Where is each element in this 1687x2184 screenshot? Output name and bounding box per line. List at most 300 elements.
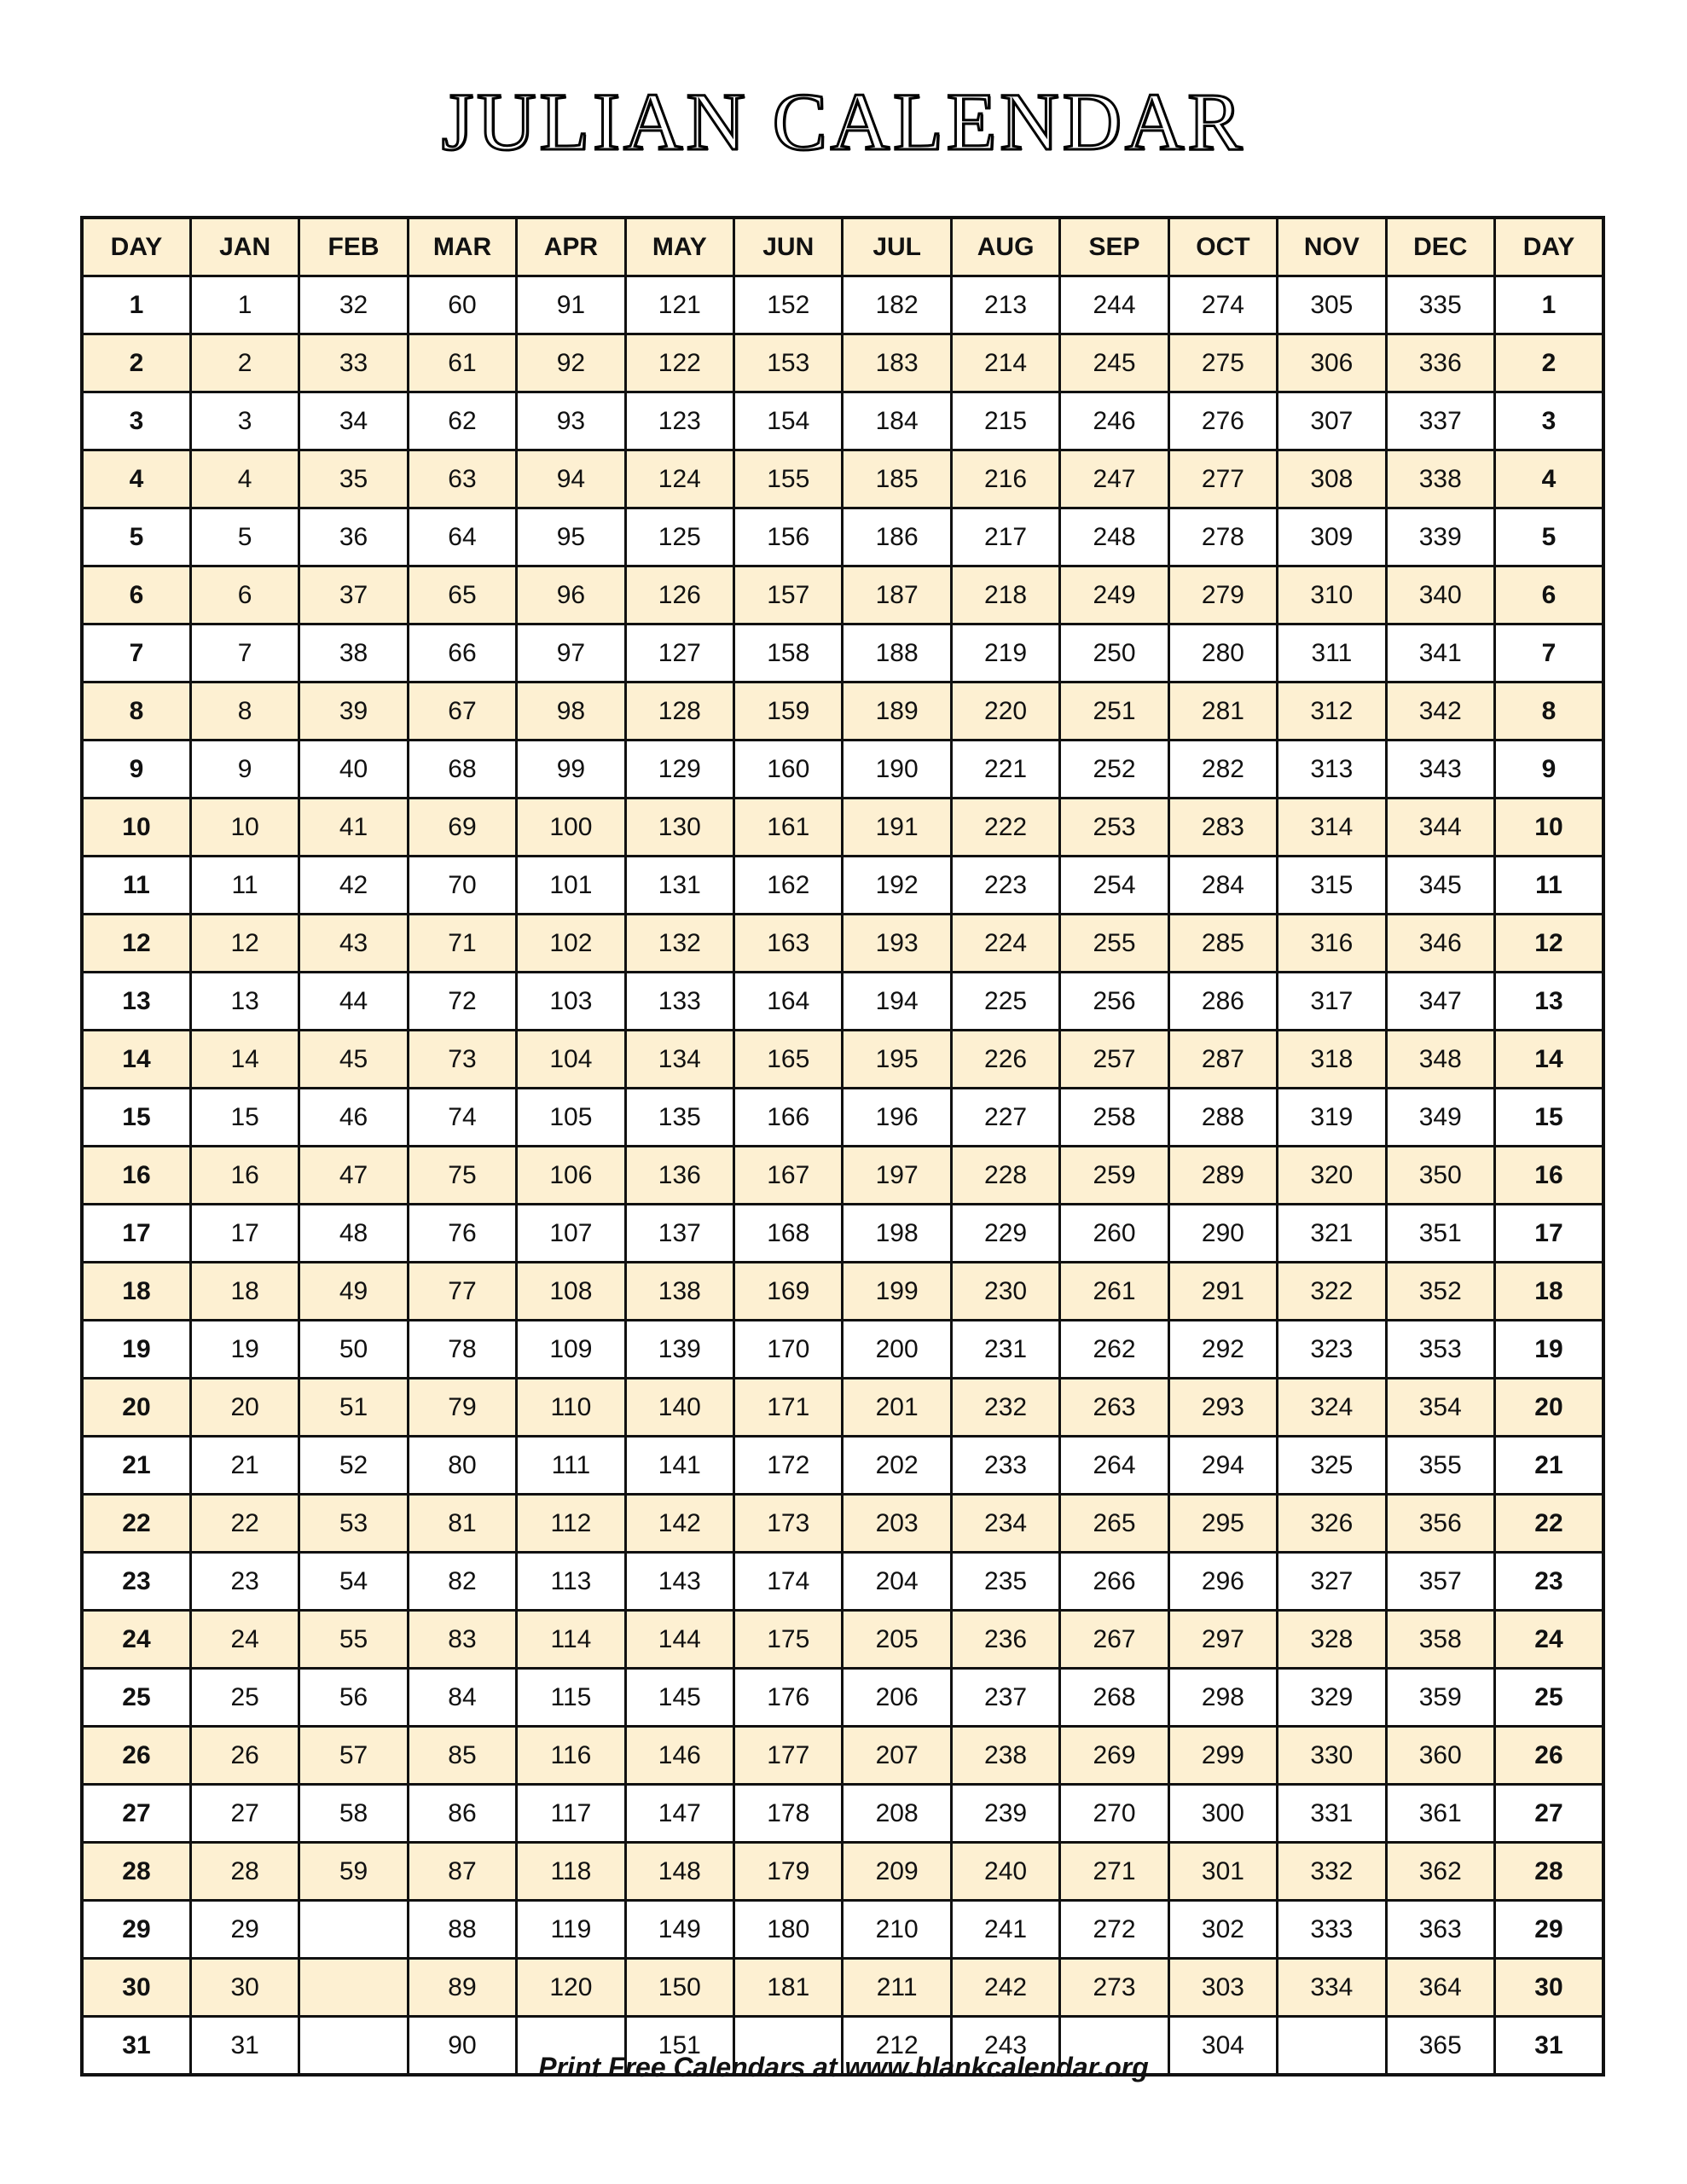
julian-day-cell: 339 — [1386, 508, 1494, 566]
julian-day-cell: 280 — [1168, 624, 1277, 682]
julian-day-cell: 135 — [625, 1089, 733, 1147]
julian-day-cell: 134 — [625, 1031, 733, 1089]
julian-day-cell: 27 — [190, 1785, 299, 1843]
julian-day-cell: 290 — [1168, 1205, 1277, 1263]
julian-day-cell: 305 — [1278, 276, 1386, 334]
julian-day-cell: 286 — [1168, 973, 1277, 1031]
julian-day-cell: 222 — [951, 799, 1059, 857]
day-number-cell: 18 — [1494, 1263, 1603, 1321]
day-number-cell: 30 — [82, 1959, 190, 2017]
julian-day-cell: 172 — [734, 1437, 843, 1495]
julian-day-cell: 210 — [843, 1901, 951, 1959]
julian-day-cell: 211 — [843, 1959, 951, 2017]
julian-day-cell: 187 — [843, 566, 951, 624]
julian-day-cell: 117 — [517, 1785, 625, 1843]
julian-day-cell: 88 — [408, 1901, 516, 1959]
julian-day-cell: 6 — [190, 566, 299, 624]
table-row — [82, 566, 1603, 624]
julian-day-cell: 334 — [1278, 1959, 1386, 2017]
header-month: MAR — [408, 218, 516, 276]
julian-day-cell: 197 — [843, 1147, 951, 1205]
table-row — [82, 1901, 1603, 1959]
julian-day-cell: 24 — [190, 1611, 299, 1669]
julian-day-cell: 321 — [1278, 1205, 1386, 1263]
day-number-cell: 27 — [1494, 1785, 1603, 1843]
julian-day-cell: 265 — [1060, 1495, 1168, 1553]
day-number-cell: 12 — [82, 915, 190, 973]
header-month: FEB — [299, 218, 408, 276]
julian-day-cell: 289 — [1168, 1147, 1277, 1205]
julian-day-cell: 170 — [734, 1321, 843, 1379]
julian-day-cell: 365 — [1386, 2017, 1494, 2076]
julian-day-cell: 38 — [299, 624, 408, 682]
julian-day-cell: 227 — [951, 1089, 1059, 1147]
julian-day-cell: 156 — [734, 508, 843, 566]
julian-day-cell: 231 — [951, 1321, 1059, 1379]
julian-day-cell: 87 — [408, 1843, 516, 1901]
julian-day-cell: 332 — [1278, 1843, 1386, 1901]
julian-day-cell: 66 — [408, 624, 516, 682]
julian-day-cell: 69 — [408, 799, 516, 857]
table-row — [82, 799, 1603, 857]
day-number-cell: 7 — [82, 624, 190, 682]
julian-day-cell: 84 — [408, 1669, 516, 1727]
day-number-cell: 4 — [1494, 450, 1603, 508]
julian-day-cell: 247 — [1060, 450, 1168, 508]
julian-day-cell: 245 — [1060, 334, 1168, 392]
julian-day-cell: 143 — [625, 1553, 733, 1611]
header-month: JUN — [734, 218, 843, 276]
julian-day-cell: 77 — [408, 1263, 516, 1321]
julian-day-cell: 225 — [951, 973, 1059, 1031]
julian-day-cell: 174 — [734, 1553, 843, 1611]
julian-day-cell: 161 — [734, 799, 843, 857]
day-number-cell: 7 — [1494, 624, 1603, 682]
table-row — [82, 276, 1603, 334]
day-number-cell: 2 — [1494, 334, 1603, 392]
julian-day-cell: 266 — [1060, 1553, 1168, 1611]
julian-day-cell: 152 — [734, 276, 843, 334]
header-month: NOV — [1278, 218, 1386, 276]
julian-day-cell: 86 — [408, 1785, 516, 1843]
table-row — [82, 1495, 1603, 1553]
julian-day-cell: 1 — [190, 276, 299, 334]
julian-day-cell: 50 — [299, 1321, 408, 1379]
julian-day-cell: 352 — [1386, 1263, 1494, 1321]
julian-day-cell: 345 — [1386, 857, 1494, 915]
julian-day-cell: 199 — [843, 1263, 951, 1321]
day-number-cell: 15 — [82, 1089, 190, 1147]
day-number-cell: 24 — [1494, 1611, 1603, 1669]
day-number-cell: 13 — [82, 973, 190, 1031]
table-row — [82, 915, 1603, 973]
julian-day-cell: 128 — [625, 682, 733, 741]
julian-day-cell: 163 — [734, 915, 843, 973]
julian-day-cell: 323 — [1278, 1321, 1386, 1379]
julian-day-cell: 104 — [517, 1031, 625, 1089]
julian-day-cell: 234 — [951, 1495, 1059, 1553]
julian-day-cell: 310 — [1278, 566, 1386, 624]
julian-calendar-table — [80, 216, 1605, 2077]
julian-day-cell: 349 — [1386, 1089, 1494, 1147]
julian-day-cell: 195 — [843, 1031, 951, 1089]
julian-day-cell: 45 — [299, 1031, 408, 1089]
julian-day-cell: 113 — [517, 1553, 625, 1611]
day-number-cell: 16 — [82, 1147, 190, 1205]
day-number-cell: 20 — [1494, 1379, 1603, 1437]
julian-day-cell: 220 — [951, 682, 1059, 741]
julian-day-cell: 74 — [408, 1089, 516, 1147]
julian-day-cell: 190 — [843, 741, 951, 799]
julian-day-cell: 291 — [1168, 1263, 1277, 1321]
julian-day-cell: 14 — [190, 1031, 299, 1089]
julian-day-cell: 99 — [517, 741, 625, 799]
julian-day-cell: 11 — [190, 857, 299, 915]
julian-day-cell: 303 — [1168, 1959, 1277, 2017]
julian-day-cell: 47 — [299, 1147, 408, 1205]
julian-day-cell: 214 — [951, 334, 1059, 392]
day-number-cell: 8 — [1494, 682, 1603, 741]
julian-day-cell: 126 — [625, 566, 733, 624]
julian-day-cell: 42 — [299, 857, 408, 915]
julian-day-cell: 31 — [190, 2017, 299, 2076]
julian-day-cell: 318 — [1278, 1031, 1386, 1089]
table-row — [82, 1379, 1603, 1437]
julian-day-cell: 277 — [1168, 450, 1277, 508]
julian-day-cell: 43 — [299, 915, 408, 973]
julian-day-cell: 255 — [1060, 915, 1168, 973]
day-number-cell: 15 — [1494, 1089, 1603, 1147]
julian-day-cell: 203 — [843, 1495, 951, 1553]
julian-day-cell: 33 — [299, 334, 408, 392]
header-month: SEP — [1060, 218, 1168, 276]
julian-day-cell: 133 — [625, 973, 733, 1031]
julian-day-cell: 178 — [734, 1785, 843, 1843]
julian-day-cell: 34 — [299, 392, 408, 450]
julian-day-cell: 288 — [1168, 1089, 1277, 1147]
julian-day-cell: 218 — [951, 566, 1059, 624]
julian-day-cell: 44 — [299, 973, 408, 1031]
julian-day-cell: 251 — [1060, 682, 1168, 741]
julian-day-cell: 35 — [299, 450, 408, 508]
julian-day-cell: 93 — [517, 392, 625, 450]
julian-day-cell: 122 — [625, 334, 733, 392]
julian-day-cell: 278 — [1168, 508, 1277, 566]
day-number-cell: 21 — [82, 1437, 190, 1495]
julian-day-cell: 186 — [843, 508, 951, 566]
header-month: MAY — [625, 218, 733, 276]
julian-day-cell: 224 — [951, 915, 1059, 973]
julian-day-cell: 235 — [951, 1553, 1059, 1611]
julian-day-cell: 49 — [299, 1263, 408, 1321]
julian-day-cell: 15 — [190, 1089, 299, 1147]
julian-day-cell: 76 — [408, 1205, 516, 1263]
table-row — [82, 1843, 1603, 1901]
julian-day-cell: 254 — [1060, 857, 1168, 915]
day-number-cell: 28 — [82, 1843, 190, 1901]
julian-day-cell: 263 — [1060, 1379, 1168, 1437]
julian-day-cell: 146 — [625, 1727, 733, 1785]
julian-day-cell: 327 — [1278, 1553, 1386, 1611]
day-number-cell: 9 — [82, 741, 190, 799]
day-number-cell: 14 — [82, 1031, 190, 1089]
day-number-cell: 28 — [1494, 1843, 1603, 1901]
julian-day-cell: 282 — [1168, 741, 1277, 799]
table-row — [82, 1669, 1603, 1727]
julian-day-cell: 51 — [299, 1379, 408, 1437]
julian-day-cell: 159 — [734, 682, 843, 741]
table-row — [82, 682, 1603, 741]
julian-day-cell: 25 — [190, 1669, 299, 1727]
julian-day-cell: 320 — [1278, 1147, 1386, 1205]
julian-day-cell: 40 — [299, 741, 408, 799]
julian-day-cell: 3 — [190, 392, 299, 450]
julian-day-cell: 257 — [1060, 1031, 1168, 1089]
julian-day-cell: 85 — [408, 1727, 516, 1785]
julian-day-cell: 343 — [1386, 741, 1494, 799]
header-month: JUL — [843, 218, 951, 276]
day-number-cell: 11 — [82, 857, 190, 915]
julian-day-cell: 164 — [734, 973, 843, 1031]
julian-day-cell: 9 — [190, 741, 299, 799]
julian-day-cell: 92 — [517, 334, 625, 392]
julian-day-cell: 160 — [734, 741, 843, 799]
julian-day-cell: 151 — [625, 2017, 733, 2076]
julian-day-cell: 239 — [951, 1785, 1059, 1843]
julian-day-cell: 176 — [734, 1669, 843, 1727]
julian-day-cell: 302 — [1168, 1901, 1277, 1959]
julian-day-cell: 91 — [517, 276, 625, 334]
julian-day-cell: 329 — [1278, 1669, 1386, 1727]
day-number-cell: 13 — [1494, 973, 1603, 1031]
julian-day-cell: 4 — [190, 450, 299, 508]
julian-day-cell: 192 — [843, 857, 951, 915]
julian-day-cell: 268 — [1060, 1669, 1168, 1727]
julian-day-cell: 145 — [625, 1669, 733, 1727]
day-number-cell: 22 — [82, 1495, 190, 1553]
day-number-cell: 17 — [82, 1205, 190, 1263]
julian-day-cell: 317 — [1278, 973, 1386, 1031]
day-number-cell: 17 — [1494, 1205, 1603, 1263]
julian-day-cell: 90 — [408, 2017, 516, 2076]
day-number-cell: 31 — [82, 2017, 190, 2076]
julian-day-cell: 63 — [408, 450, 516, 508]
julian-day-cell: 335 — [1386, 276, 1494, 334]
julian-day-cell: 102 — [517, 915, 625, 973]
julian-day-cell: 338 — [1386, 450, 1494, 508]
julian-day-cell: 167 — [734, 1147, 843, 1205]
julian-day-cell: 153 — [734, 334, 843, 392]
julian-day-cell: 230 — [951, 1263, 1059, 1321]
julian-day-cell: 328 — [1278, 1611, 1386, 1669]
julian-day-cell: 55 — [299, 1611, 408, 1669]
julian-day-cell: 2 — [190, 334, 299, 392]
julian-day-cell: 114 — [517, 1611, 625, 1669]
table-row — [82, 1553, 1603, 1611]
julian-day-cell: 97 — [517, 624, 625, 682]
julian-day-cell: 309 — [1278, 508, 1386, 566]
julian-day-cell: 294 — [1168, 1437, 1277, 1495]
julian-day-cell: 357 — [1386, 1553, 1494, 1611]
julian-day-cell: 179 — [734, 1843, 843, 1901]
julian-day-cell: 138 — [625, 1263, 733, 1321]
day-number-cell: 16 — [1494, 1147, 1603, 1205]
day-number-cell: 25 — [1494, 1669, 1603, 1727]
julian-day-cell: 169 — [734, 1263, 843, 1321]
julian-day-cell: 48 — [299, 1205, 408, 1263]
julian-day-cell: 127 — [625, 624, 733, 682]
julian-day-cell: 180 — [734, 1901, 843, 1959]
table-row — [82, 1785, 1603, 1843]
julian-day-cell: 28 — [190, 1843, 299, 1901]
julian-day-cell: 184 — [843, 392, 951, 450]
day-number-cell: 19 — [1494, 1321, 1603, 1379]
day-number-cell: 2 — [82, 334, 190, 392]
julian-day-cell: 29 — [190, 1901, 299, 1959]
julian-day-cell: 342 — [1386, 682, 1494, 741]
julian-day-cell: 215 — [951, 392, 1059, 450]
julian-day-cell: 297 — [1168, 1611, 1277, 1669]
table-row — [82, 1321, 1603, 1379]
table-row — [82, 1263, 1603, 1321]
table-row — [82, 1727, 1603, 1785]
julian-day-cell: 115 — [517, 1669, 625, 1727]
julian-day-cell: 168 — [734, 1205, 843, 1263]
julian-day-cell: 285 — [1168, 915, 1277, 973]
julian-day-cell: 8 — [190, 682, 299, 741]
julian-day-cell: 105 — [517, 1089, 625, 1147]
julian-day-cell: 59 — [299, 1843, 408, 1901]
julian-day-cell: 157 — [734, 566, 843, 624]
day-number-cell: 5 — [1494, 508, 1603, 566]
julian-day-cell: 315 — [1278, 857, 1386, 915]
julian-day-cell: 319 — [1278, 1089, 1386, 1147]
julian-day-cell: 131 — [625, 857, 733, 915]
julian-day-cell: 292 — [1168, 1321, 1277, 1379]
header-row — [82, 218, 1603, 276]
julian-day-cell: 149 — [625, 1901, 733, 1959]
julian-day-cell: 19 — [190, 1321, 299, 1379]
julian-day-cell: 139 — [625, 1321, 733, 1379]
julian-day-cell: 358 — [1386, 1611, 1494, 1669]
header-day-right: DAY — [1494, 218, 1603, 276]
julian-day-cell: 311 — [1278, 624, 1386, 682]
julian-day-cell: 296 — [1168, 1553, 1277, 1611]
julian-day-cell: 98 — [517, 682, 625, 741]
table-row — [82, 973, 1603, 1031]
day-number-cell: 8 — [82, 682, 190, 741]
julian-day-cell: 56 — [299, 1669, 408, 1727]
julian-day-cell: 5 — [190, 508, 299, 566]
julian-day-cell: 361 — [1386, 1785, 1494, 1843]
day-number-cell: 5 — [82, 508, 190, 566]
julian-day-cell: 316 — [1278, 915, 1386, 973]
julian-day-cell: 260 — [1060, 1205, 1168, 1263]
table-row — [82, 1031, 1603, 1089]
julian-day-cell: 124 — [625, 450, 733, 508]
julian-day-cell: 54 — [299, 1553, 408, 1611]
julian-day-cell: 154 — [734, 392, 843, 450]
julian-day-cell: 213 — [951, 276, 1059, 334]
julian-day-cell: 216 — [951, 450, 1059, 508]
julian-day-cell: 228 — [951, 1147, 1059, 1205]
day-number-cell: 25 — [82, 1669, 190, 1727]
header-month: OCT — [1168, 218, 1277, 276]
julian-day-cell: 108 — [517, 1263, 625, 1321]
julian-day-cell: 53 — [299, 1495, 408, 1553]
julian-day-cell: 293 — [1168, 1379, 1277, 1437]
julian-day-cell: 304 — [1168, 2017, 1277, 2076]
julian-day-cell: 242 — [951, 1959, 1059, 2017]
julian-day-cell: 165 — [734, 1031, 843, 1089]
julian-day-cell: 36 — [299, 508, 408, 566]
julian-day-cell: 259 — [1060, 1147, 1168, 1205]
julian-day-cell: 205 — [843, 1611, 951, 1669]
julian-day-cell: 351 — [1386, 1205, 1494, 1263]
julian-day-cell: 30 — [190, 1959, 299, 2017]
day-number-cell: 6 — [1494, 566, 1603, 624]
julian-day-cell: 94 — [517, 450, 625, 508]
julian-day-cell: 363 — [1386, 1901, 1494, 1959]
julian-day-cell: 181 — [734, 1959, 843, 2017]
julian-day-cell: 89 — [408, 1959, 516, 2017]
julian-day-cell: 202 — [843, 1437, 951, 1495]
julian-day-cell: 142 — [625, 1495, 733, 1553]
day-number-cell: 31 — [1494, 2017, 1603, 2076]
table-row — [82, 1611, 1603, 1669]
julian-day-cell: 41 — [299, 799, 408, 857]
day-number-cell: 21 — [1494, 1437, 1603, 1495]
julian-day-cell: 107 — [517, 1205, 625, 1263]
julian-day-cell: 355 — [1386, 1437, 1494, 1495]
day-number-cell: 3 — [1494, 392, 1603, 450]
julian-day-cell: 109 — [517, 1321, 625, 1379]
julian-day-cell: 249 — [1060, 566, 1168, 624]
table-row — [82, 392, 1603, 450]
julian-day-cell: 78 — [408, 1321, 516, 1379]
julian-day-cell: 194 — [843, 973, 951, 1031]
julian-day-cell: 81 — [408, 1495, 516, 1553]
julian-day-cell: 132 — [625, 915, 733, 973]
julian-day-cell: 23 — [190, 1553, 299, 1611]
julian-day-cell: 61 — [408, 334, 516, 392]
julian-day-cell: 200 — [843, 1321, 951, 1379]
julian-day-cell: 238 — [951, 1727, 1059, 1785]
julian-day-cell: 232 — [951, 1379, 1059, 1437]
julian-day-cell: 72 — [408, 973, 516, 1031]
julian-day-cell: 306 — [1278, 334, 1386, 392]
day-number-cell: 1 — [82, 276, 190, 334]
julian-day-cell: 236 — [951, 1611, 1059, 1669]
julian-day-cell: 283 — [1168, 799, 1277, 857]
day-number-cell: 10 — [1494, 799, 1603, 857]
julian-day-cell: 120 — [517, 1959, 625, 2017]
julian-day-cell: 162 — [734, 857, 843, 915]
julian-day-cell: 295 — [1168, 1495, 1277, 1553]
julian-day-cell: 144 — [625, 1611, 733, 1669]
julian-day-cell: 10 — [190, 799, 299, 857]
julian-day-cell: 326 — [1278, 1495, 1386, 1553]
day-number-cell: 4 — [82, 450, 190, 508]
julian-day-cell: 116 — [517, 1727, 625, 1785]
julian-day-cell: 250 — [1060, 624, 1168, 682]
header-month: JAN — [190, 218, 299, 276]
day-number-cell: 26 — [1494, 1727, 1603, 1785]
julian-day-cell: 196 — [843, 1089, 951, 1147]
day-number-cell: 20 — [82, 1379, 190, 1437]
julian-day-cell: 223 — [951, 857, 1059, 915]
julian-day-cell — [299, 1901, 408, 1959]
